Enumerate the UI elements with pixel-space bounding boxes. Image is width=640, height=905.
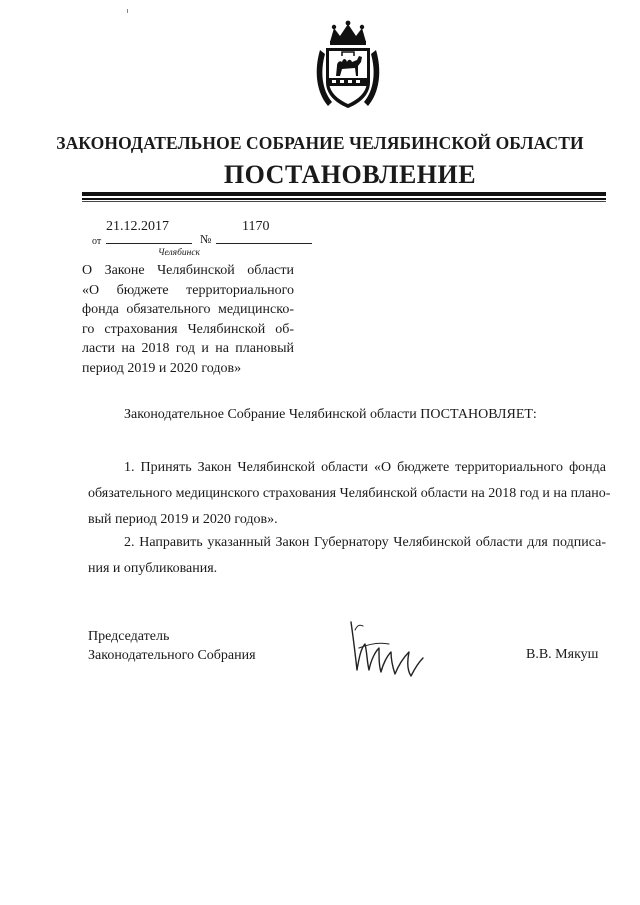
header-divider (82, 192, 606, 196)
subject-line: фонда обязательного медицинско- (82, 302, 294, 317)
subject-line: период 2019 и 2020 годов» (82, 360, 242, 376)
signatory-title-line: Законодательного Собрания (88, 648, 256, 663)
date-prefix: от (92, 236, 102, 247)
resolution-item (88, 455, 611, 533)
organization-title: ЗАКОНОДАТЕЛЬНОЕ СОБРАНИЕ ЧЕЛЯБИНСКОЙ ОБЛАСТИ (56, 133, 584, 153)
date-underline (106, 243, 192, 244)
signatory-title-line: Председатель (88, 629, 170, 644)
item-line: обязательного медицинского страхования Челябинской области на 2018 год и на плано- (88, 486, 611, 501)
item-line: вый период 2019 и 2020 годов». (88, 512, 278, 527)
signatory-name: В.В. Мякуш (526, 647, 599, 662)
header-divider (82, 201, 606, 202)
resolution-statement: Законодательное Собрание Челябинской области ПОСТАНОВЛЯЕТ: (124, 407, 537, 422)
resolution-item (88, 530, 606, 582)
subject-line: ласти на 2018 год и на плановый (82, 341, 294, 356)
number-prefix: № (200, 232, 212, 246)
chelyabinsk-coat-of-arms-icon (312, 20, 384, 112)
subject-line: «О бюджете территориального (82, 282, 294, 298)
document-date: 21.12.2017 (106, 219, 169, 234)
document-type-heading: ПОСТАНОВЛЕНИЕ (223, 160, 477, 189)
signatory-title (88, 627, 256, 665)
subject-line: го страхования Челябинской об- (82, 321, 294, 337)
item-line: 1. Принять Закон Челябинской области «О бюджете территориального фонда (124, 460, 606, 475)
number-underline (216, 243, 312, 244)
document-subject (82, 261, 294, 378)
item-line: 2. Направить указанный Закон Губернатору Челябинской области для подписа- (124, 535, 606, 550)
header-divider (82, 198, 606, 200)
subject-line: О Законе Челябинской области (82, 263, 294, 278)
document-number: 1170 (242, 219, 270, 234)
document-city: Челябинск (158, 248, 200, 258)
scan-mark (127, 9, 128, 13)
handwritten-signature-icon (345, 618, 425, 680)
item-line: ния и опубликования. (88, 561, 218, 576)
